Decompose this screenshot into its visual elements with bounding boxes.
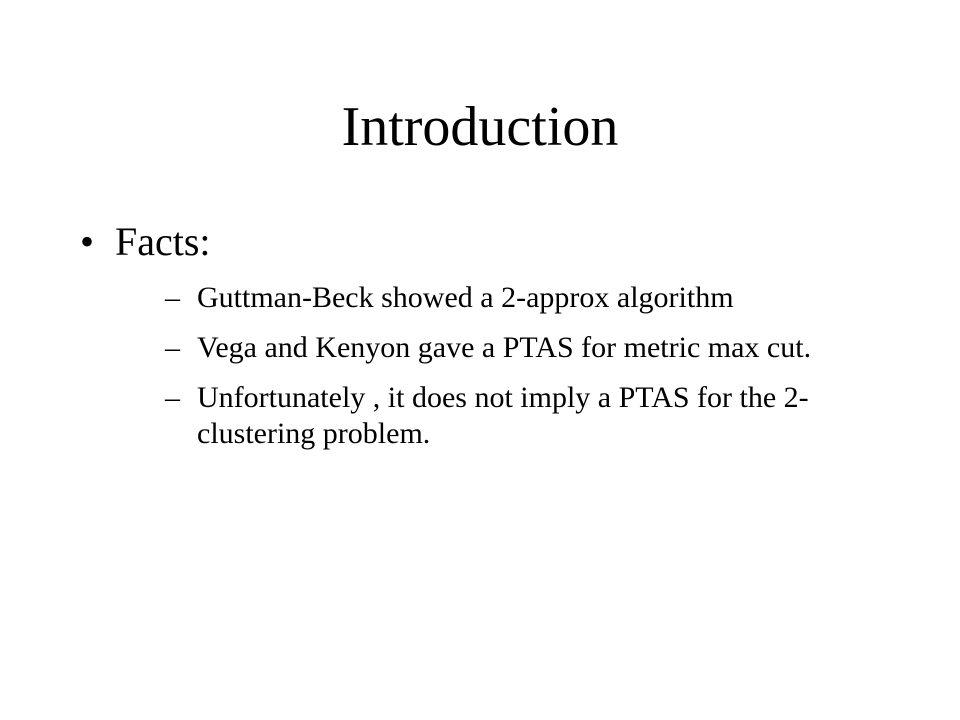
sub-bullet-text: Guttman-Beck showed a 2-approx algorithm (197, 281, 734, 314)
sub-bullet-text: Unfortunately , it does not imply a PTAS for the 2-clustering problem. (197, 381, 809, 450)
dash-marker: – (165, 381, 180, 414)
sub-bullet-list (115, 280, 880, 452)
sub-bullet-item (115, 380, 880, 452)
slide-title: Introduction (341, 96, 619, 158)
bullet-list (80, 214, 880, 466)
bullet-text: Facts: (115, 219, 211, 264)
sub-bullet-item (115, 330, 880, 366)
bullet-item-facts (80, 214, 880, 452)
sub-bullet-text: Vega and Kenyon gave a PTAS for metric max cut. (197, 331, 812, 364)
sub-bullet-item (115, 280, 880, 316)
dash-marker: – (165, 281, 180, 314)
bullet-marker: • (80, 219, 95, 264)
dash-marker: – (165, 331, 180, 364)
